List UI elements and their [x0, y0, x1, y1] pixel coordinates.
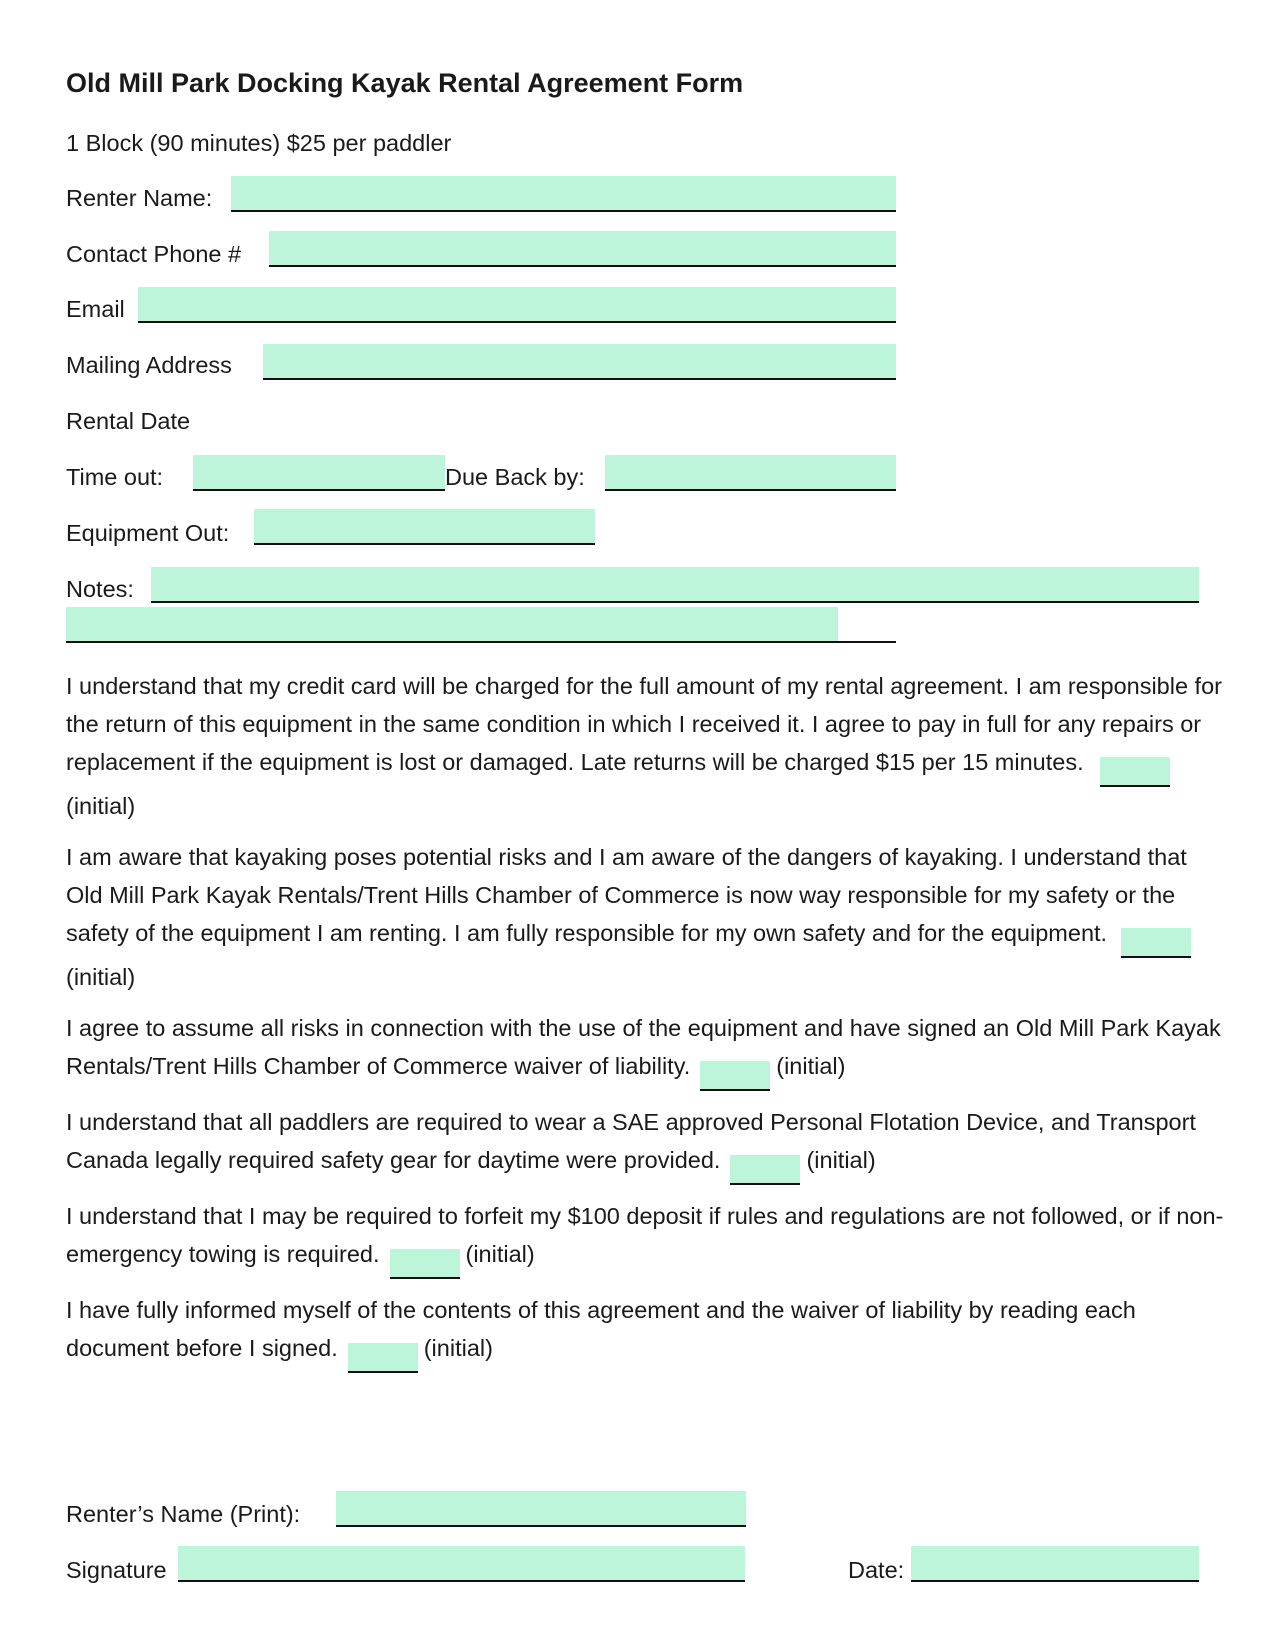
- due-back-field[interactable]: [605, 455, 896, 491]
- initial-label: (initial): [423, 1335, 493, 1361]
- agreement-paragraph-3: [66, 1009, 1226, 1091]
- initial-field-4[interactable]: [730, 1155, 800, 1185]
- paragraph-text: I agree to assume all risks in connection with the use of the equipment and have signed an Old Mill Park Kayak Rentals/Trent Hills Chamber of Commerce waiver of liability.: [66, 1015, 1221, 1079]
- email-field[interactable]: [138, 287, 896, 323]
- email-label: Email: [66, 296, 125, 322]
- paragraph-text: I am aware that kayaking poses potential risks and I am aware of the dangers of kayaking. I understand that Old Mill Park Kayak Rentals/Trent Hills Chamber of Commerce is now way responsible for my safety or the safety of the equipment I am renting. I am fully responsible for my own safety and for the equipment.: [66, 844, 1187, 946]
- agreement-paragraph-2: [66, 838, 1226, 996]
- mailing-address-field[interactable]: [263, 344, 896, 380]
- initial-field-5[interactable]: [390, 1249, 460, 1279]
- agreement-paragraph-1: [66, 667, 1226, 825]
- renter-print-name-field[interactable]: [336, 1491, 746, 1527]
- agreement-paragraph-5: [66, 1197, 1226, 1279]
- equipment-out-field[interactable]: [254, 509, 595, 545]
- rate-text: 1 Block (90 minutes) $25 per paddler: [66, 130, 452, 156]
- paragraph-text: I have fully informed myself of the contents of this agreement and the waiver of liability by reading each document before I signed.: [66, 1297, 1136, 1361]
- paragraph-text: I understand that all paddlers are required to wear a SAE approved Personal Flotation Device, and Transport Canada legally required safety gear for daytime were provided.: [66, 1109, 1196, 1173]
- initial-label: (initial): [66, 792, 136, 819]
- agreement-paragraph-6: [66, 1291, 1226, 1373]
- notes-label: Notes:: [66, 576, 134, 602]
- initial-label: (initial): [66, 963, 136, 990]
- initial-label: (initial): [806, 1147, 876, 1173]
- agreement-paragraph-4: [66, 1103, 1226, 1185]
- initial-field-3[interactable]: [700, 1061, 770, 1091]
- renter-name-field[interactable]: [231, 176, 896, 212]
- mailing-address-label: Mailing Address: [66, 352, 232, 378]
- initial-field-6[interactable]: [348, 1343, 418, 1373]
- renter-print-name-label: Renter’s Name (Print):: [66, 1501, 301, 1527]
- form-title: Old Mill Park Docking Kayak Rental Agreement Form: [66, 68, 744, 98]
- date-label: Date:: [848, 1557, 905, 1583]
- notes-field-line-2[interactable]: [66, 607, 838, 643]
- contact-phone-label: Contact Phone #: [66, 241, 242, 267]
- initial-label: (initial): [776, 1053, 846, 1079]
- renter-name-label: Renter Name:: [66, 185, 213, 211]
- date-field[interactable]: [911, 1546, 1199, 1582]
- due-back-label: Due Back by:: [445, 464, 585, 490]
- time-out-label: Time out:: [66, 464, 164, 490]
- time-out-field[interactable]: [193, 455, 445, 491]
- signature-label: Signature: [66, 1557, 167, 1583]
- paragraph-text: I understand that I may be required to forfeit my $100 deposit if rules and regulations are not followed, or if non-emergency towing is required.: [66, 1203, 1224, 1267]
- initial-label: (initial): [465, 1241, 535, 1267]
- rental-date-label: Rental Date: [66, 408, 191, 434]
- contact-phone-field[interactable]: [269, 231, 896, 267]
- notes-line-2-underline: [66, 641, 896, 643]
- initial-field-1[interactable]: [1100, 757, 1170, 787]
- initial-field-2[interactable]: [1121, 928, 1191, 958]
- notes-field-line-1[interactable]: [151, 567, 1199, 603]
- paragraph-text: I understand that my credit card will be charged for the full amount of my rental agreement. I am responsible for the return of this equipment in the same condition in which I received it. I agree to pay in full for any repairs or replacement if the equipment is lost or damaged. Late returns will be charged $15 per 15 minutes.: [66, 673, 1222, 775]
- equipment-out-label: Equipment Out:: [66, 520, 230, 546]
- signature-field[interactable]: [178, 1546, 745, 1582]
